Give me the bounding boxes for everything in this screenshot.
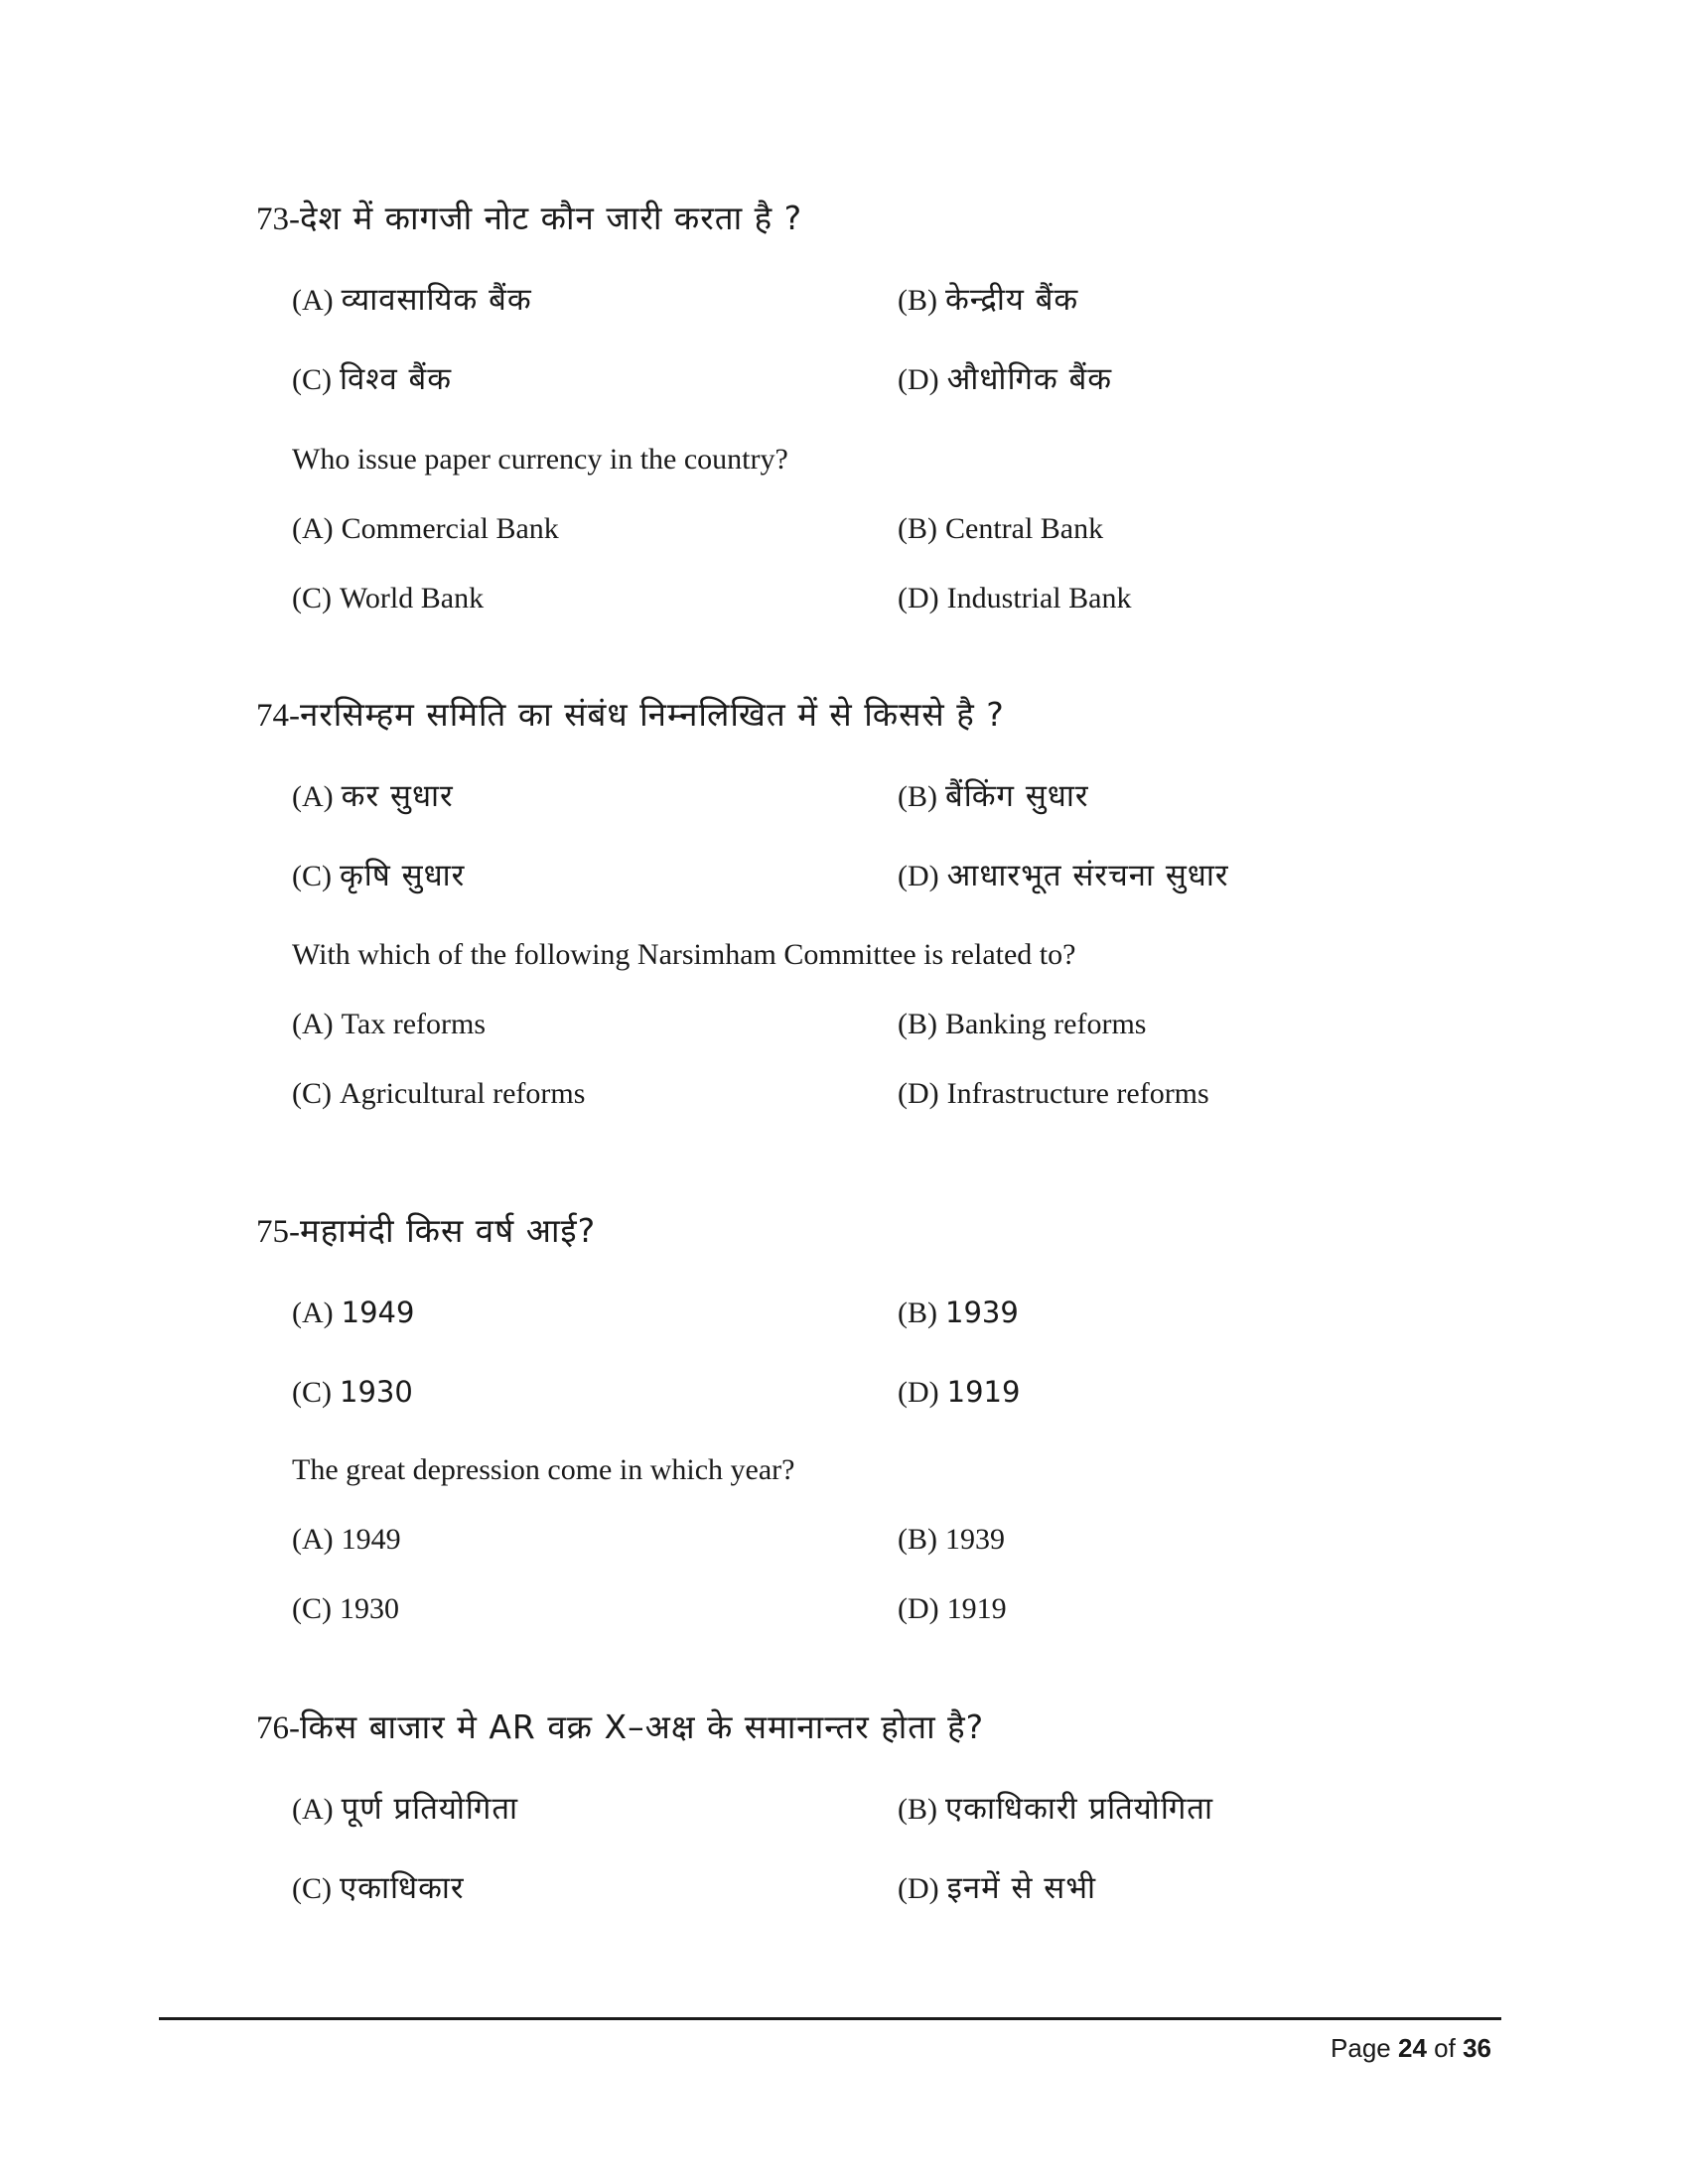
option-label: (A) [292,512,334,545]
option-c [292,359,452,400]
option-text: Central Bank [945,512,1104,545]
option-b [898,280,1078,321]
option-d [898,578,1131,618]
option-c [292,578,484,618]
option-b [898,1519,1005,1560]
option-c [292,1588,399,1629]
option-a [292,1004,486,1044]
option-label: (C) [292,363,332,396]
option-label: (D) [898,1872,939,1905]
option-a [292,280,532,321]
option-c [292,1372,413,1413]
option-text: 1939 [945,1523,1005,1556]
option-label: (C) [292,582,332,614]
option-label: (D) [898,582,939,614]
option-d [898,1372,1020,1413]
question-74-hindi [256,695,1005,736]
question-75-english: The great depression come in which year? [292,1453,795,1486]
option-b [898,1004,1146,1044]
option-text: बैंकिंग सुधार [945,778,1089,814]
option-d [898,359,1112,400]
option-text: World Bank [340,582,485,614]
option-text: 1930 [340,1375,413,1409]
footer-divider [159,2017,1501,2020]
option-text: पूर्ण प्रतियोगिता [341,1791,519,1827]
option-a [292,776,454,817]
option-text: Agricultural reforms [340,1077,586,1110]
option-text: 1939 [945,1296,1019,1329]
question-75-hindi [256,1211,596,1252]
option-b [898,776,1089,817]
of-word: of [1434,2033,1456,2063]
option-text: एकाधिकार [340,1870,465,1906]
option-label: (B) [898,1523,937,1556]
option-label: (A) [292,780,334,813]
option-label: (A) [292,1297,334,1329]
option-b [898,1789,1213,1830]
option-text: 1949 [341,1296,415,1329]
option-c [292,1073,585,1114]
option-label: (A) [292,284,334,317]
option-text: कर सुधार [341,778,454,814]
option-label: (C) [292,1376,332,1409]
option-text: 1930 [340,1592,399,1625]
option-b [898,508,1103,549]
question-text: महामंदी किस वर्ष आई? [300,1211,597,1250]
current-page: 24 [1398,2033,1427,2063]
option-label: (C) [292,1872,332,1905]
option-text: 1949 [341,1523,401,1556]
option-text: Industrial Bank [946,582,1132,614]
option-a [292,1789,518,1830]
option-label: (D) [898,860,939,892]
option-text: Banking reforms [945,1008,1147,1040]
option-c [292,856,465,896]
option-text: केन्द्रीय बैंक [945,282,1079,318]
option-text: Commercial Bank [341,512,559,545]
option-text: Tax reforms [341,1008,486,1040]
option-label: (C) [292,860,332,892]
option-label: (B) [898,512,937,545]
question-text: नरसिम्हम समिति का संबंध निम्नलिखित में से किससे है ? [300,695,1005,734]
option-text: 1919 [946,1375,1021,1409]
option-label: (D) [898,1077,939,1110]
question-74-english: With which of the following Narsimham Committee is related to? [292,938,1076,971]
option-label: (D) [898,363,939,396]
page-word: Page [1331,2033,1391,2063]
option-text: व्यावसायिक बैंक [341,282,532,318]
option-text: कृषि सुधार [340,858,466,893]
option-label: (D) [898,1376,939,1409]
option-text: एकाधिकारी प्रतियोगिता [945,1791,1214,1827]
question-73-english: Who issue paper currency in the country? [292,443,788,476]
option-a [292,1519,401,1560]
option-text: इनमें से सभी [946,1870,1097,1906]
option-text: Infrastructure reforms [946,1077,1209,1110]
option-b [898,1293,1019,1333]
option-c [292,1868,465,1909]
option-text: औधोगिक बैंक [946,361,1113,397]
option-label: (A) [292,1523,334,1556]
question-text: किस बाजार मे AR वक्र X–अक्ष के समानान्तर होता है? [300,1707,985,1746]
option-label: (C) [292,1077,332,1110]
question-text: देश में कागजी नोट कौन जारी करता है ? [300,199,803,237]
option-a [292,1293,414,1333]
option-label: (D) [898,1592,939,1625]
option-d [898,1588,1007,1629]
total-pages: 36 [1463,2033,1491,2063]
option-d [898,1868,1096,1909]
option-label: (B) [898,284,937,317]
question-76-hindi [256,1707,984,1748]
option-label: (B) [898,1008,937,1040]
option-text: आधारभूत संरचना सुधार [946,858,1229,893]
option-label: (A) [292,1793,334,1826]
question-number: 73- [256,202,300,237]
question-73-hindi [256,199,802,239]
question-number: 74- [256,698,300,734]
option-label: (C) [292,1592,332,1625]
option-label: (B) [898,780,937,813]
option-label: (B) [898,1793,937,1826]
option-a [292,508,559,549]
question-number: 76- [256,1710,300,1746]
option-label: (B) [898,1297,937,1329]
option-d [898,856,1229,896]
option-d [898,1073,1209,1114]
question-number: 75- [256,1214,300,1250]
option-text: 1919 [946,1592,1007,1625]
option-label: (A) [292,1008,334,1040]
page-number [1331,2031,1491,2065]
option-text: विश्व बैंक [340,361,453,397]
